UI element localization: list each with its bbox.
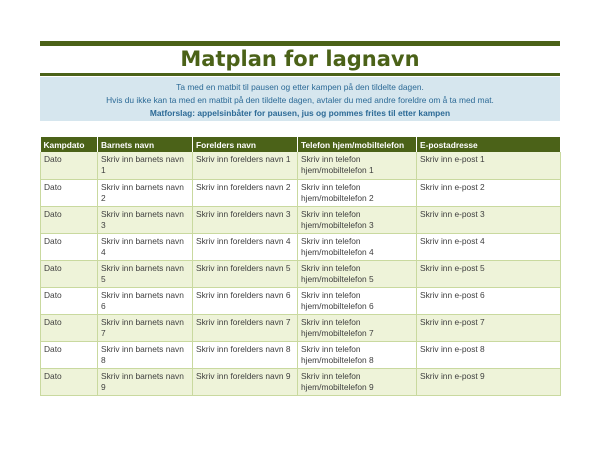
table-header-row	[41, 137, 561, 152]
table-row	[41, 341, 561, 368]
match-date-cell[interactable]: Dato	[41, 341, 98, 368]
phone-cell[interactable]: Skriv inn telefon hjem/mobiltelefon 2	[298, 179, 417, 206]
parent-name-cell[interactable]: Skriv inn forelders navn 4	[193, 233, 298, 260]
match-date-cell[interactable]: Dato	[41, 314, 98, 341]
phone-cell[interactable]: Skriv inn telefon hjem/mobiltelefon 9	[298, 368, 417, 395]
column-header-child-name: Barnets navn	[98, 137, 193, 152]
column-header-match-date: Kampdato	[41, 137, 98, 152]
phone-cell[interactable]: Skriv inn telefon hjem/mobiltelefon 1	[298, 152, 417, 179]
child-name-cell[interactable]: Skriv inn barnets navn 2	[98, 179, 193, 206]
table-row	[41, 152, 561, 179]
table-row	[41, 233, 561, 260]
email-cell[interactable]: Skriv inn e-post 7	[417, 314, 561, 341]
table-row	[41, 179, 561, 206]
match-date-cell[interactable]: Dato	[41, 368, 98, 395]
match-date-cell[interactable]: Dato	[41, 179, 98, 206]
phone-cell[interactable]: Skriv inn telefon hjem/mobiltelefon 8	[298, 341, 417, 368]
instruction-line-1: Ta med en matbit til pausen og etter kampen på den tildelte dagen.	[176, 82, 424, 92]
parent-name-cell[interactable]: Skriv inn forelders navn 5	[193, 260, 298, 287]
column-header-phone: Telefon hjem/mobiltelefon	[298, 137, 417, 152]
table-row	[41, 314, 561, 341]
child-name-cell[interactable]: Skriv inn barnets navn 6	[98, 287, 193, 314]
column-header-parent-name: Forelders navn	[193, 137, 298, 152]
child-name-cell[interactable]: Skriv inn barnets navn 7	[98, 314, 193, 341]
food-schedule-table	[40, 137, 561, 396]
email-cell[interactable]: Skriv inn e-post 8	[417, 341, 561, 368]
match-date-cell[interactable]: Dato	[41, 206, 98, 233]
phone-cell[interactable]: Skriv inn telefon hjem/mobiltelefon 5	[298, 260, 417, 287]
column-header-email: E-postadresse	[417, 137, 561, 152]
child-name-cell[interactable]: Skriv inn barnets navn 3	[98, 206, 193, 233]
food-suggestion-line: Matforslag: appelsinbåter for pausen, jus og pommes frites til etter kampen	[149, 108, 451, 118]
email-cell[interactable]: Skriv inn e-post 1	[417, 152, 561, 179]
table-row	[41, 287, 561, 314]
table-row	[41, 206, 561, 233]
match-date-cell[interactable]: Dato	[41, 260, 98, 287]
parent-name-cell[interactable]: Skriv inn forelders navn 8	[193, 341, 298, 368]
email-cell[interactable]: Skriv inn e-post 3	[417, 206, 561, 233]
email-cell[interactable]: Skriv inn e-post 9	[417, 368, 561, 395]
parent-name-cell[interactable]: Skriv inn forelders navn 2	[193, 179, 298, 206]
match-date-cell[interactable]: Dato	[41, 287, 98, 314]
parent-name-cell[interactable]: Skriv inn forelders navn 3	[193, 206, 298, 233]
email-cell[interactable]: Skriv inn e-post 2	[417, 179, 561, 206]
phone-cell[interactable]: Skriv inn telefon hjem/mobiltelefon 3	[298, 206, 417, 233]
email-cell[interactable]: Skriv inn e-post 5	[417, 260, 561, 287]
parent-name-cell[interactable]: Skriv inn forelders navn 1	[193, 152, 298, 179]
phone-cell[interactable]: Skriv inn telefon hjem/mobiltelefon 6	[298, 287, 417, 314]
email-cell[interactable]: Skriv inn e-post 6	[417, 287, 561, 314]
page-title: Matplan for lagnavn	[180, 47, 420, 71]
child-name-cell[interactable]: Skriv inn barnets navn 8	[98, 341, 193, 368]
phone-cell[interactable]: Skriv inn telefon hjem/mobiltelefon 4	[298, 233, 417, 260]
child-name-cell[interactable]: Skriv inn barnets navn 4	[98, 233, 193, 260]
match-date-cell[interactable]: Dato	[41, 152, 98, 179]
table-row	[41, 368, 561, 395]
parent-name-cell[interactable]: Skriv inn forelders navn 7	[193, 314, 298, 341]
instructions-box	[40, 77, 560, 121]
table-row	[41, 260, 561, 287]
match-date-cell[interactable]: Dato	[41, 233, 98, 260]
phone-cell[interactable]: Skriv inn telefon hjem/mobiltelefon 7	[298, 314, 417, 341]
parent-name-cell[interactable]: Skriv inn forelders navn 9	[193, 368, 298, 395]
child-name-cell[interactable]: Skriv inn barnets navn 1	[98, 152, 193, 179]
email-cell[interactable]: Skriv inn e-post 4	[417, 233, 561, 260]
title-bottom-rule	[40, 73, 560, 76]
parent-name-cell[interactable]: Skriv inn forelders navn 6	[193, 287, 298, 314]
child-name-cell[interactable]: Skriv inn barnets navn 9	[98, 368, 193, 395]
instruction-line-2: Hvis du ikke kan ta med en matbit på den tildelte dagen, avtaler du med andre foreldre om å ta med mat.	[106, 95, 494, 105]
child-name-cell[interactable]: Skriv inn barnets navn 5	[98, 260, 193, 287]
